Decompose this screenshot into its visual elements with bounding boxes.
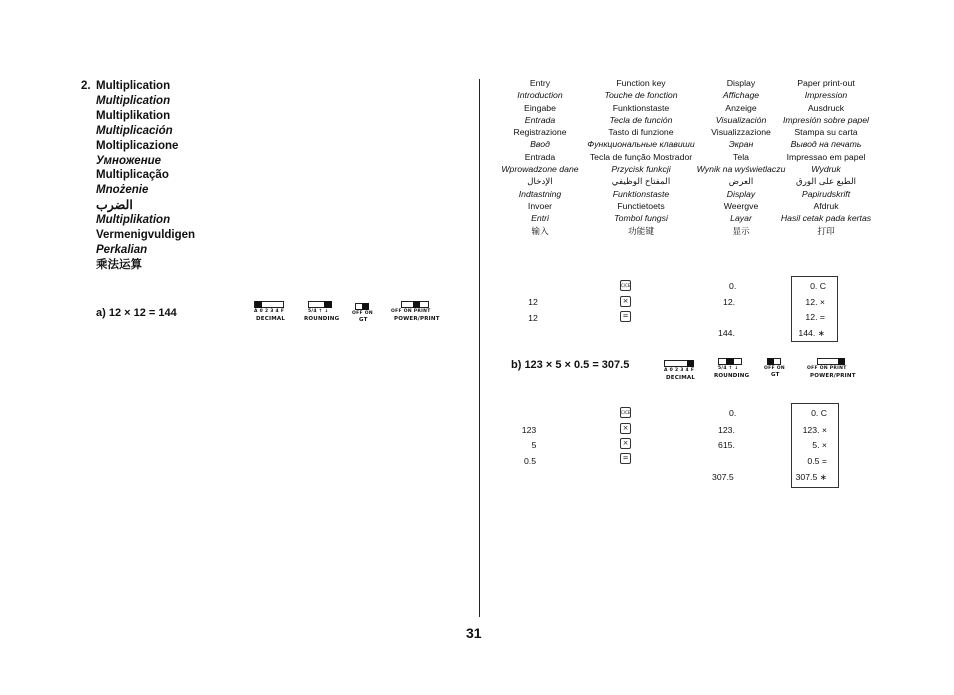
title-da: Multiplikation <box>96 214 171 227</box>
header-row <box>494 138 884 150</box>
paper-a-2: 12. = <box>805 312 825 322</box>
function-key-header: Tasto di funzione <box>608 127 674 138</box>
function-key-header: Tecla de función <box>609 114 673 125</box>
title-nl: Vermenigvuldigen <box>96 229 196 242</box>
function-key-header: Tecla de função Mostrador <box>589 151 693 162</box>
decimal-switch-b <box>664 360 698 384</box>
title-fr: Multiplication <box>96 94 171 107</box>
paper-b-4: 307.5 ∗ <box>795 472 827 482</box>
header-row <box>494 102 884 114</box>
header-row <box>494 126 884 138</box>
paper-header: Вывод на печать <box>790 139 862 150</box>
language-title-list <box>81 79 195 273</box>
paper-header: Wydruk <box>811 164 841 175</box>
paper-b-1: 123. × <box>802 425 827 435</box>
entry-header: Introduction <box>517 90 563 101</box>
display-header: 显示 <box>732 225 750 236</box>
gt-marks-b: OFF ON <box>764 366 785 371</box>
display-b-4: 307.5 <box>712 472 734 482</box>
power-label-b: POWER/PRINT <box>810 373 856 379</box>
paper-header: Paper print-out <box>797 78 855 88</box>
multiply-key-icon: × <box>620 296 631 307</box>
entry-header: الإدخال <box>527 176 553 187</box>
function-key-header: Przycisk funkcji <box>611 164 671 175</box>
gt-switch <box>352 301 374 325</box>
function-key-header: Functietoets <box>617 200 665 211</box>
decimal-switch <box>254 301 288 325</box>
gt-marks: OFF ON <box>352 311 373 316</box>
entry-header: Entrada <box>524 151 556 162</box>
power-print-switch <box>391 301 441 325</box>
section-number: 2. <box>81 80 91 92</box>
display-header: Affichage <box>722 90 760 101</box>
header-row <box>494 151 884 163</box>
paper-header: Impressao em papel <box>786 151 866 162</box>
rounding-switch-b <box>714 358 748 382</box>
display-header: Display <box>726 188 756 199</box>
multiply-key-icon: × <box>620 423 631 434</box>
title-es: Multiplicación <box>96 124 173 137</box>
entry-b-2: 5 <box>531 440 537 450</box>
display-b-1: 123. <box>718 425 735 435</box>
cce-key-icon: C/CE <box>620 407 631 418</box>
display-b-2: 615. <box>718 440 735 450</box>
display-header: Weergve <box>723 200 759 211</box>
title-de: Multiplikation <box>96 109 171 122</box>
paper-header: Hasil cetak pada kertas <box>780 213 872 224</box>
paper-b-0: 0. C <box>811 408 827 418</box>
function-key-header: Funktionstaste <box>612 188 670 199</box>
power-print-switch-b <box>807 358 857 382</box>
display-header: Tela <box>733 151 749 162</box>
paper-header: Papirudskrift <box>801 188 851 199</box>
entry-header: Registrazione <box>513 127 567 138</box>
header-row <box>494 212 884 224</box>
page-number: 31 <box>466 625 482 641</box>
function-key-header: Funktionstaste <box>612 102 670 113</box>
paper-header: 打印 <box>817 225 835 236</box>
column-divider <box>479 79 480 617</box>
title-it: Moltiplicazione <box>96 139 179 152</box>
decimal-digits-b: A 0 2 3 4 F <box>664 368 695 373</box>
header-row <box>494 225 884 237</box>
power-marks-b: OFF ON PRINT <box>807 366 847 371</box>
entry-header: 输入 <box>531 225 549 236</box>
decimal-label-b: DECIMAL <box>666 375 696 381</box>
title-ar: الضرب <box>96 198 133 213</box>
title-ru: Умножение <box>96 154 162 167</box>
entry-header: Entry <box>529 78 551 88</box>
gt-label: GT <box>359 317 368 323</box>
paper-header: Impression <box>804 90 848 101</box>
function-key-header: 功能键 <box>627 225 655 236</box>
entry-header: Ввод <box>530 139 550 150</box>
header-row <box>494 77 884 89</box>
entry-header: Entri <box>531 213 549 224</box>
paper-a-0: 0. C <box>810 281 826 291</box>
entry-a-1: 12 <box>528 297 538 307</box>
display-header: Wynik na wyświetlaczu <box>696 164 786 175</box>
rounding-label: ROUNDING <box>304 316 340 322</box>
entry-b-1: 123 <box>521 425 537 435</box>
display-b-0: 0. <box>729 408 737 418</box>
gt-switch-b <box>764 356 786 380</box>
column-header-table <box>494 77 884 237</box>
entry-header: Wprowadzone dane <box>501 164 579 175</box>
paper-header: Stampa su carta <box>794 127 858 138</box>
example-a-label: a) 12 × 12 = 144 <box>96 307 177 319</box>
paper-header: الطبع على الورق <box>795 176 857 187</box>
entry-header: Eingabe <box>524 102 556 113</box>
header-row <box>494 200 884 212</box>
entry-header: Invoer <box>527 200 553 211</box>
rounding-label-b: ROUNDING <box>714 373 750 379</box>
paper-a-3: 144. ∗ <box>798 328 825 338</box>
decimal-digits: A 0 2 3 4 F <box>254 309 285 314</box>
paper-roll-a <box>791 276 838 342</box>
power-label: POWER/PRINT <box>394 316 440 322</box>
multiply-key-icon: × <box>620 438 631 449</box>
display-header: Visualizzazione <box>711 127 771 138</box>
paper-roll-b <box>791 403 839 488</box>
equals-key-icon: = <box>620 453 631 464</box>
paper-header: Afdruk <box>813 200 839 211</box>
display-a-1: 12. <box>723 297 736 307</box>
header-row <box>494 188 884 200</box>
entry-header: Indtastning <box>518 188 562 199</box>
example-b-label: b) 123 × 5 × 0.5 = 307.5 <box>511 359 630 371</box>
header-row <box>494 163 884 175</box>
paper-b-2: 5. × <box>812 440 827 450</box>
title-zh: 乘法运算 <box>96 258 142 271</box>
paper-b-3: 0.5 = <box>807 456 827 466</box>
paper-a-1: 12. × <box>805 297 825 307</box>
paper-header: Ausdruck <box>807 102 845 113</box>
display-header: Anzeige <box>725 102 757 113</box>
gt-label-b: GT <box>771 372 780 378</box>
header-row <box>494 114 884 126</box>
entry-a-2: 12 <box>528 313 538 323</box>
title-pl: Mnożenie <box>96 184 149 197</box>
display-a-3: 144. <box>718 328 735 338</box>
paper-header: Impresión sobre papel <box>783 114 869 125</box>
entry-b-3: 0.5 <box>523 456 537 466</box>
header-row <box>494 89 884 101</box>
display-header: Экран <box>728 139 754 150</box>
display-header: Visualización <box>715 114 767 125</box>
display-header: Layar <box>730 213 752 224</box>
function-key-header: Функциональные клавиши <box>587 139 695 150</box>
entry-header: Entrada <box>524 114 556 125</box>
rounding-switch <box>304 301 338 325</box>
display-header: العرض <box>728 176 754 187</box>
display-header: Display <box>726 78 756 88</box>
function-key-header: المفتاح الوظيفي <box>611 176 671 187</box>
function-key-header: Function key <box>616 78 666 88</box>
decimal-label: DECIMAL <box>256 316 286 322</box>
power-marks: OFF ON PRINT <box>391 309 431 314</box>
display-a-0: 0. <box>729 281 737 291</box>
title-en: Multiplication <box>96 80 171 92</box>
title-pt: Multiplicação <box>96 169 169 182</box>
title-id: Perkalian <box>96 243 148 256</box>
equals-key-icon: = <box>620 311 631 322</box>
rounding-marks-b: 5/4 ↑ ↓ <box>718 366 739 371</box>
function-key-header: Tombol fungsi <box>614 213 668 224</box>
cce-key-icon: C/CE <box>620 280 631 291</box>
header-row <box>494 175 884 187</box>
rounding-marks: 5/4 ↑ ↓ <box>308 309 329 314</box>
function-key-header: Touche de fonction <box>604 90 678 101</box>
